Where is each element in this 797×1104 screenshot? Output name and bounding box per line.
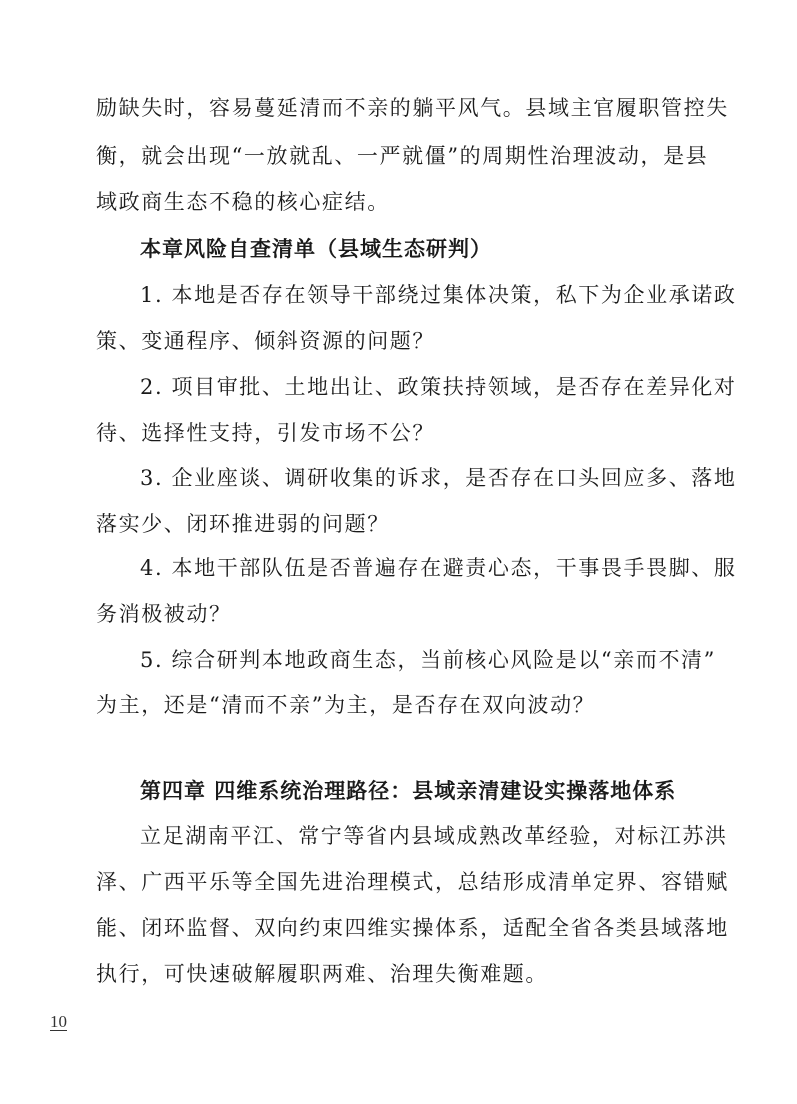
chapter-line-2: 泽、广西平乐等全国先进治理模式，总结形成清单定界、容错赋	[96, 870, 729, 894]
intro-line-1: 励缺失时，容易蔓延清而不亲的躺平风气。县域主官履职管控失	[96, 96, 729, 120]
chapter-line-1: 立足湖南平江、常宁等省内县域成熟改革经验，对标江苏洪	[140, 824, 728, 848]
chapter-line-4: 执行，可快速破解履职两难、治理失衡难题。	[96, 962, 548, 986]
checklist-item-2-line-2: 待、选择性支持，引发市场不公？	[96, 421, 435, 445]
intro-line-2: 衡，就会出现“一放就乱、一严就僵”的周期性治理波动，是县	[96, 144, 709, 168]
checklist-item-1-line-1: 1. 本地是否存在领导干部绕过集体决策，私下为企业承诺政	[140, 283, 737, 307]
checklist-item-4-line-1: 4. 本地干部队伍是否普遍存在避责心态，干事畏手畏脚、服	[140, 556, 737, 580]
chapter-heading: 第四章 四维系统治理路径：县域亲清建设实操落地体系	[140, 779, 677, 803]
checklist-item-2-line-1: 2. 项目审批、土地出让、政策扶持领域，是否存在差异化对	[140, 375, 737, 399]
checklist-item-1-line-2: 策、变通程序、倾斜资源的问题？	[96, 329, 435, 353]
chapter-line-3: 能、闭环监督、双向约束四维实操体系，适配全省各类县域落地	[96, 916, 729, 940]
checklist-item-4-line-2: 务消极被动？	[96, 602, 232, 626]
checklist-item-3-line-2: 落实少、闭环推进弱的问题？	[96, 512, 390, 536]
checklist-item-3-line-1: 3. 企业座谈、调研收集的诉求，是否存在口头回应多、落地	[140, 466, 737, 490]
checklist-heading: 本章风险自查清单（县域生态研判）	[140, 237, 492, 261]
page-number: 10	[50, 1012, 67, 1031]
intro-line-3: 域政商生态不稳的核心症结。	[96, 190, 390, 214]
checklist-item-5-line-1: 5. 综合研判本地政商生态，当前核心风险是以“亲而不清”	[140, 648, 716, 672]
checklist-item-5-line-2: 为主，还是“清而不亲”为主，是否存在双向波动？	[96, 693, 596, 717]
